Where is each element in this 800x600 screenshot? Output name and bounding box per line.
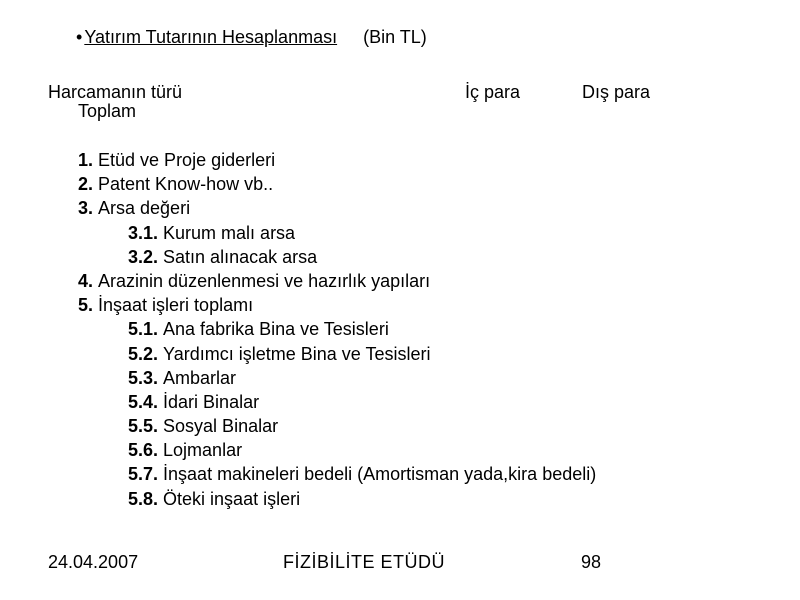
- list-item: [78, 293, 596, 317]
- item-number: 1.: [78, 150, 94, 170]
- item-number: 5.1.: [128, 319, 159, 340]
- item-label: İnşaat işleri toplamı: [98, 295, 254, 316]
- item-number: 2.: [78, 174, 94, 195]
- slide-title: Yatırım Tutarının Hesaplanması: [84, 27, 338, 47]
- item-number: 5.4.: [128, 391, 159, 412]
- item-number: 5.2.: [128, 343, 159, 364]
- item-label: Kurum malı arsa: [163, 222, 296, 243]
- item-label: Patent Know-how vb..: [98, 174, 274, 195]
- item-number: 3.: [78, 198, 94, 219]
- list-item: [78, 438, 596, 462]
- list-item: [78, 245, 596, 269]
- item-label: Ambarlar: [163, 367, 237, 388]
- item-label: İnşaat makineleri bedeli (Amortisman yada,kira bedeli): [163, 464, 597, 485]
- list-item: [78, 462, 596, 486]
- bullet-icon: •: [76, 27, 83, 47]
- item-label: Lojmanlar: [163, 440, 243, 461]
- page-number: 98: [581, 552, 602, 572]
- item-number: 5.8.: [128, 488, 159, 509]
- item-label: Sosyal Binalar: [163, 416, 279, 437]
- header-foreign-currency: Dış para: [582, 82, 651, 102]
- footer-date: 24.04.2007: [48, 552, 139, 572]
- list-item: [78, 172, 596, 196]
- list-item: [78, 196, 596, 220]
- item-label: İdari Binalar: [163, 391, 260, 412]
- item-label: Satın alınacak arsa: [163, 246, 318, 267]
- item-number: 4.: [78, 270, 94, 291]
- item-number: 5.7.: [128, 464, 159, 485]
- item-label: Ana fabrika Bina ve Tesisleri: [163, 319, 389, 340]
- item-label: Öteki inşaat işleri: [163, 488, 301, 509]
- list-item: [78, 487, 596, 511]
- item-number: 5.: [78, 295, 94, 316]
- item-label: Arsa değeri: [98, 198, 191, 219]
- item-label: Yardımcı işletme Bina ve Tesisleri: [163, 343, 431, 364]
- list-item: [78, 148, 596, 172]
- list-item: [78, 366, 596, 390]
- list-item: [78, 414, 596, 438]
- list-item: [78, 269, 596, 293]
- item-label: Arazinin düzenlenmesi ve hazırlık yapıları: [98, 270, 431, 291]
- list-item: [78, 317, 596, 341]
- item-label: Etüd ve Proje giderleri: [98, 150, 276, 170]
- header-total: Toplam: [78, 101, 137, 121]
- list-item: [78, 390, 596, 414]
- footer-title: FİZİBİLİTE ETÜDÜ: [283, 552, 446, 572]
- header-domestic-currency: İç para: [465, 82, 521, 102]
- unit-label: (Bin TL): [363, 27, 427, 47]
- expense-items-list: [78, 148, 596, 511]
- list-item: [78, 221, 596, 245]
- header-expense-type: Harcamanın türü: [48, 82, 183, 102]
- slide-title-row: [76, 27, 427, 48]
- item-number: 3.1.: [128, 222, 159, 243]
- item-number: 5.6.: [128, 440, 159, 461]
- item-number: 3.2.: [128, 246, 159, 267]
- list-item: [78, 342, 596, 366]
- item-number: 5.5.: [128, 416, 159, 437]
- item-number: 5.3.: [128, 367, 159, 388]
